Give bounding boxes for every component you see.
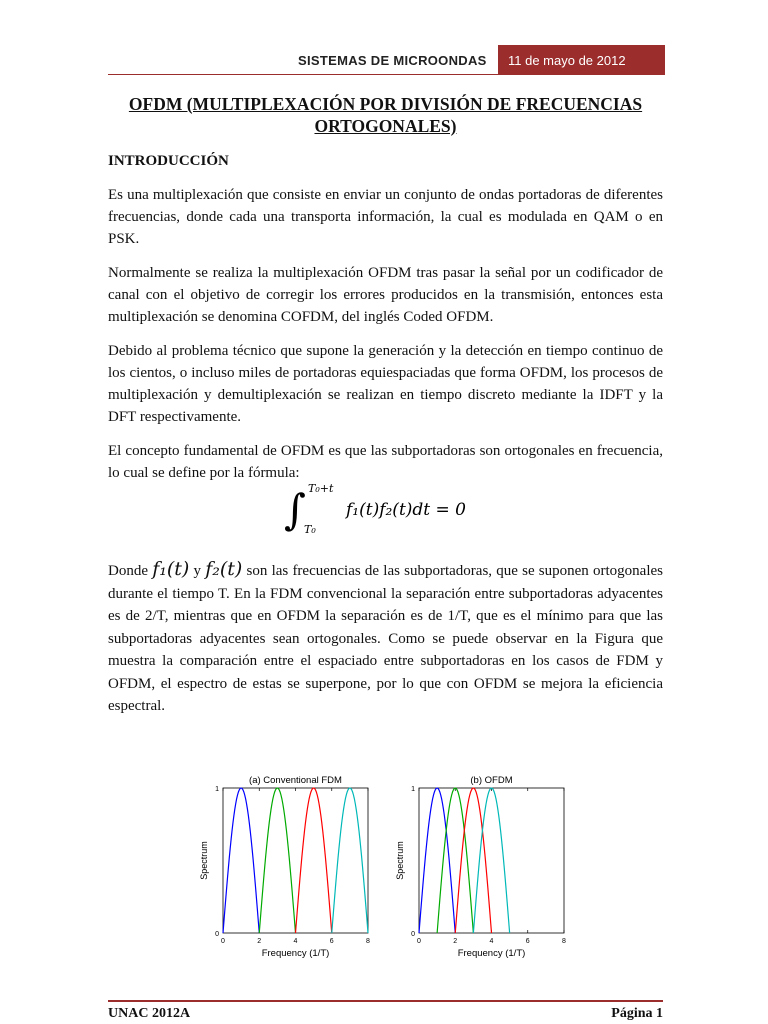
subcarrier-curve-1-2 — [455, 788, 491, 933]
x-tick-label: 4 — [293, 938, 298, 945]
y-tick-label: 1 — [411, 786, 415, 793]
lower-limit: T₀ — [304, 523, 316, 536]
x-axis-label-1: Frequency (1/T) — [457, 948, 526, 959]
donde-paragraph — [108, 558, 663, 718]
header-date: 11 de mayo de 2012 — [498, 45, 665, 75]
upper-limit: T₀+t — [308, 482, 334, 495]
paragraph-2: Normalmente se realiza la multiplexación OFDM tras pasar la señal por un codificador de canal con el objetivo de corregir los errores producidos en la transmisión, entonces esta multiplexación se denomina COFDM, del inglés Coded OFDM. — [108, 265, 663, 325]
y-tick-label: 0 — [411, 931, 415, 938]
orthogonality-formula — [270, 478, 500, 538]
paragraph-4: El concepto fundamental de OFDM es que las subportadoras son ortogonales en frecuencia, lo cual se define por la fórmula: — [108, 443, 663, 481]
plot-frame-0 — [223, 788, 368, 933]
footer-left: UNAC 2012A — [108, 1006, 191, 1021]
spectrum-figure — [195, 755, 580, 965]
donde-y: y — [189, 563, 206, 579]
section-heading: INTRODUCCIÓN — [108, 153, 229, 169]
y-tick-label: 0 — [215, 931, 219, 938]
x-tick-label: 8 — [366, 938, 370, 945]
x-tick-label: 0 — [417, 938, 421, 945]
f2-symbol: f₂(t) — [205, 558, 243, 580]
subcarrier-curve-1-1 — [437, 788, 473, 933]
x-tick-label: 6 — [329, 938, 334, 945]
x-tick-label: 6 — [525, 938, 530, 945]
x-tick-label: 4 — [489, 938, 494, 945]
x-tick-label: 0 — [221, 938, 225, 945]
subcarrier-curve-1-3 — [473, 788, 509, 933]
chart-title-1: (b) OFDM — [470, 775, 513, 786]
document-title: OFDM (MULTIPLEXACIÓN POR DIVISIÓN DE FRECUENCIAS ORTOGONALES) — [128, 94, 643, 136]
header-rule — [108, 74, 498, 75]
plot-frame-1 — [419, 788, 564, 933]
donde-text: son las frecuencias de las subportadoras, que se suponen ortogonales durante el tiempo T. En la FDM convencional la separación entre subportadoras adyacentes es de 2/T, mientras que en OFDM la separación es de 1/T, que es el mínimo para que las subportadoras adyacentes sean ortogonales. Como se puede observar en la Figura que muestra la comparación entre el espaciado entre subportadoras en los casos de FDM y OFDM, el espectro de estas se superpone, por lo que con OFDM se mejora la eficiencia espectral. — [108, 563, 663, 714]
page-number: Página 1 — [611, 1006, 663, 1021]
subcarrier-curve-0-3 — [332, 788, 368, 933]
paragraph-3: Debido al problema técnico que supone la generación y la detección en tiempo continuo de los cientos, o incluso miles de portadoras equiespaciadas que forma OFDM, los procesos de multiplexación y demultiplexación se realizan en tiempo discreto mediante la IDFT y la DFT respectivamente. — [108, 343, 663, 425]
subcarrier-curve-0-1 — [259, 788, 295, 933]
y-axis-label-1: Spectrum — [395, 841, 405, 880]
y-tick-label: 1 — [215, 786, 219, 793]
document-body — [108, 150, 663, 496]
x-axis-label-0: Frequency (1/T) — [261, 948, 330, 959]
subcarrier-curve-0-2 — [296, 788, 332, 933]
integrand: f₁(t)f₂(t)dt = 0 — [346, 500, 466, 520]
y-axis-label-0: Spectrum — [199, 841, 209, 880]
x-tick-label: 8 — [562, 938, 566, 945]
f1-symbol: f₁(t) — [152, 558, 190, 580]
paragraph-1: Es una multiplexación que consiste en enviar un conjunto de ondas portadoras de diferentes frecuencias, donde cada una transporta información, la cual es modulada en QAM o en PSK. — [108, 187, 663, 247]
x-tick-label: 2 — [453, 938, 458, 945]
x-tick-label: 2 — [257, 938, 262, 945]
course-name: SISTEMAS DE MICROONDAS — [298, 52, 487, 68]
subcarrier-curve-0-0 — [223, 788, 259, 933]
footer-rule — [108, 1000, 663, 1002]
integral-sign: ∫ — [284, 485, 306, 534]
subcarrier-curve-1-0 — [419, 788, 455, 933]
donde-prefix: Donde — [108, 563, 153, 579]
page-header — [298, 45, 497, 75]
chart-title-0: (a) Conventional FDM — [249, 775, 342, 786]
